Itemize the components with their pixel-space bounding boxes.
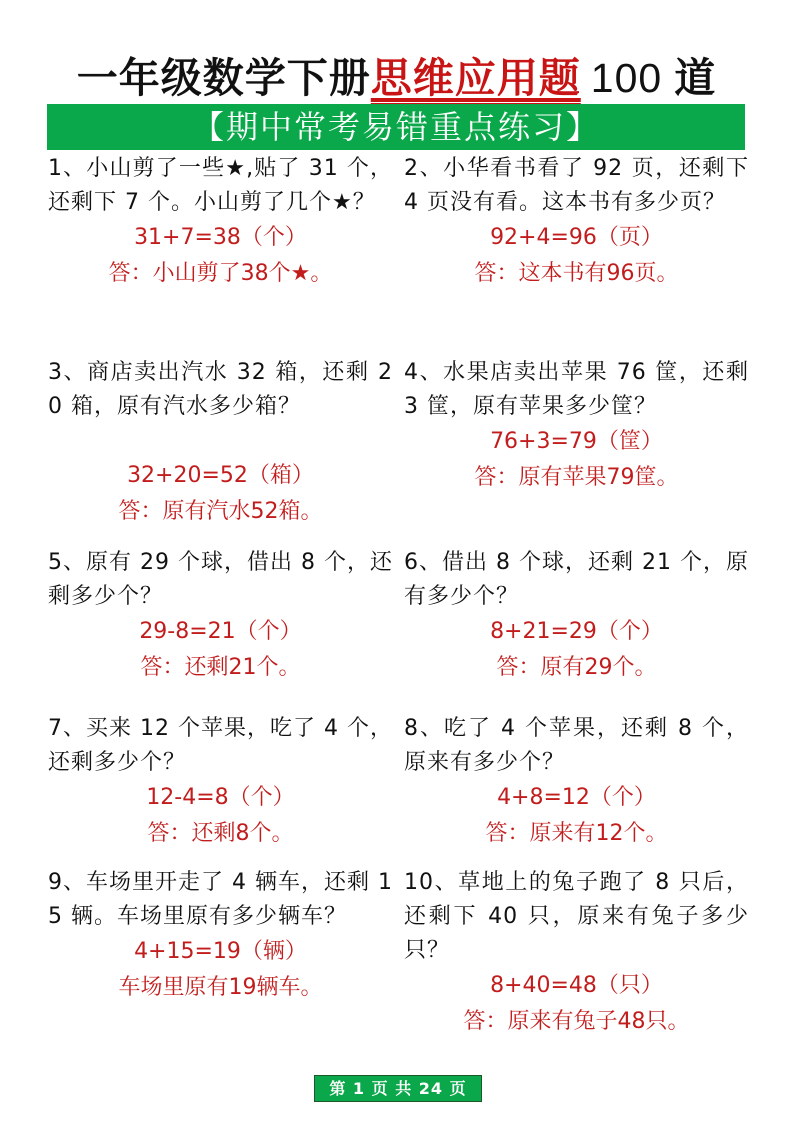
problem-equation: 76+3=79（筐） <box>490 429 663 454</box>
problem-1 <box>48 152 393 292</box>
page-indicator: 第 1 页 共 24 页 <box>314 1075 482 1102</box>
problem-question: 8、吃了 4 个苹果，还剩 8 个，原来有多少个？ <box>404 716 749 775</box>
problem-answer: 答：还剩21个。 <box>140 655 301 680</box>
page-title <box>0 50 793 106</box>
problem-question: 5、原有 29 个球，借出 8 个，还剩多少个？ <box>48 550 393 609</box>
problem-question: 4、水果店卖出苹果 76 筐，还剩 3 筐，原有苹果多少筐？ <box>404 360 749 419</box>
problem-answer: 答：原有苹果79筐。 <box>474 465 679 490</box>
problem-9 <box>48 866 393 1006</box>
title-accent: 思维应用题 <box>370 54 581 102</box>
problem-answer: 答：原来有12个。 <box>485 821 668 846</box>
title-prefix: 一年级数学下册 <box>76 54 371 102</box>
problem-question: 7、买来 12 个苹果，吃了 4 个，还剩多少个？ <box>48 716 393 775</box>
problem-equation: 4+15=19（辆） <box>134 939 307 964</box>
problem-6 <box>404 546 749 686</box>
problem-8 <box>404 712 749 852</box>
problem-question: 1、小山剪了一些★,贴了 31 个，还剩下 7 个。小山剪了几个★？ <box>48 156 393 215</box>
problem-answer: 答：原有29个。 <box>496 655 657 680</box>
title-suffix: 道 <box>674 54 717 102</box>
problem-answer: 答：还剩8个。 <box>147 821 294 846</box>
problem-question: 10、草地上的兔子跑了 8 只后，还剩下 40 只，原来有兔子多少只？ <box>404 870 749 963</box>
problem-equation: 4+8=12（个） <box>497 785 656 810</box>
title-count: 100 <box>590 55 663 101</box>
problem-equation: 8+40=48（只） <box>490 973 663 998</box>
problem-equation: 12-4=8（个） <box>146 785 295 810</box>
problem-question: 3、商店卖出汽水 32 箱，还剩 20 箱，原有汽水多少箱？ <box>48 360 393 419</box>
problem-question: 6、借出 8 个球，还剩 21 个，原有多少个？ <box>404 550 749 609</box>
problem-question: 2、小华看书看了 92 页，还剩下 4 页没有看。这本书有多少页？ <box>404 156 749 215</box>
problem-answer: 答：原有汽水52箱。 <box>118 499 323 524</box>
problem-answer: 答：原来有兔子48只。 <box>463 1009 690 1034</box>
problem-answer: 答：这本书有96页。 <box>474 261 679 286</box>
problem-equation: 32+20=52（箱） <box>127 463 314 488</box>
problem-equation: 8+21=29（个） <box>490 619 663 644</box>
problem-equation: 29-8=21（个） <box>139 619 302 644</box>
problem-equation: 31+7=38（个） <box>134 225 307 250</box>
problem-2 <box>404 152 749 292</box>
problem-7 <box>48 712 393 852</box>
problem-4 <box>404 356 749 496</box>
problem-3 <box>48 356 393 530</box>
problem-answer: 答：小山剪了38个★。 <box>108 261 333 286</box>
subtitle-banner: 【期中常考易错重点练习】 <box>47 104 745 150</box>
problem-5 <box>48 546 393 686</box>
problem-answer: 车场里原有19辆车。 <box>118 975 323 1000</box>
problem-question: 9、车场里开走了 4 辆车，还剩 15 辆。车场里原有多少辆车？ <box>48 870 393 929</box>
problem-equation: 92+4=96（页） <box>490 225 663 250</box>
problem-10 <box>404 866 749 1040</box>
